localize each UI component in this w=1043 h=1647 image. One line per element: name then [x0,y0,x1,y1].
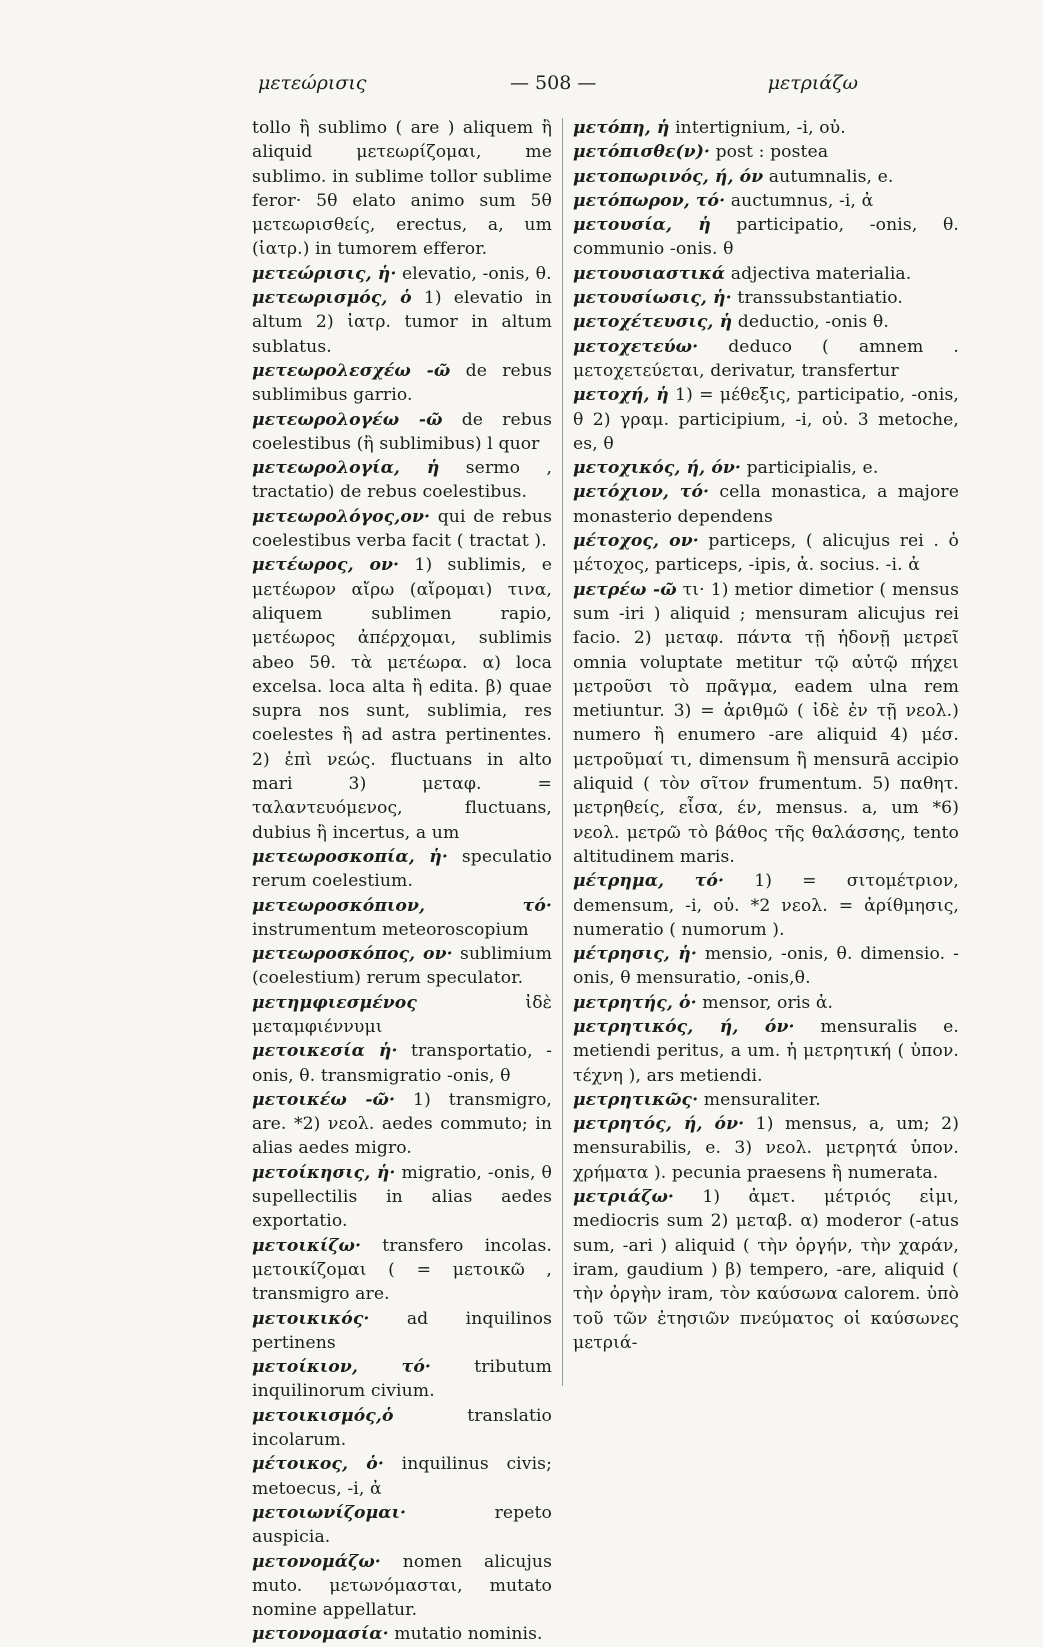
dictionary-entry [573,140,959,164]
entry-headword: μετοχετεύω· [573,336,699,357]
dictionary-entry [252,991,552,1040]
entry-definition: particeps, ( alicujus rei . ὁ μέτοχος, particeps, -ipis, ἀ. socius. -i. ἀ [573,531,959,576]
entry-headword: μετοικίζω· [252,1235,362,1256]
dictionary-entry [573,942,959,991]
entry-definition: intertignium, -i, οὐ. [669,118,846,138]
dictionary-entry [573,262,959,286]
dictionary-entry [573,529,959,578]
entry-definition: translatio incolarum. [252,1405,552,1451]
entry-definition: nomen alicujus muto. μετωνόμασται, mutato nomine appellatur. [252,1551,552,1621]
entry-definition: deduco ( amnem . μετοχετεύεται, derivatur, transfertur [573,336,959,381]
dictionary-entry [252,286,552,359]
entry-headword: μέτρησις, ἡ· [573,944,697,965]
entry-headword: μέτοικος, ὁ· [252,1454,384,1475]
entry-headword: μετοπωρινός, ή, όν [573,166,764,187]
dictionary-entry [252,1161,552,1234]
entry-definition: mensio, -onis, θ. dimensio. -onis, θ mensuratio, -onis,θ. [573,944,959,989]
entry-definition: 1) transmigro, are. *2) νεολ. aedes commuto; in alias aedes migro. [252,1089,552,1159]
entry-headword: μετρέω -ῶ [573,579,677,600]
entry-headword: μετεωρολογία, ἡ [252,458,440,479]
entry-headword: μετουσίωσις, ἡ· [573,288,732,309]
entry-definition: mutatio nominis. [388,1624,543,1645]
entry-headword: μετοχέτευσις, ἡ [573,312,733,333]
entry-definition: de rebus sublimibus garrio. [252,360,552,406]
entry-definition: ad inquilinos pertinens [252,1308,552,1353]
dictionary-entry [573,189,959,213]
entry-definition: migratio, -onis, θ supellectilis in alias aedes exportatio. [252,1162,552,1232]
entry-headword: μετρητός, ή, όν· [573,1114,745,1135]
dictionary-entry [252,845,552,894]
entry-headword: μέτρημα, τό· [573,871,725,892]
page-header [258,72,858,106]
dictionary-entry [252,116,552,262]
dictionary-entry [252,1501,552,1550]
dictionary-entry [573,869,959,942]
dictionary-entry [573,578,959,870]
entry-definition: sermo , tractatio) de rebus coelestibus. [252,458,553,503]
entry-definition: tributum inquilinorum civium. [252,1357,552,1402]
entry-definition: mensor, oris ἀ. [696,992,834,1013]
entry-definition: elevatio, -onis, θ. [396,263,552,284]
entry-headword: μετεωροσκόπος, ον· [252,944,453,965]
dictionary-entry [573,213,959,262]
dictionary-entry [252,1355,552,1404]
entry-definition: 1) ἀμετ. μέτριός εἰμι, mediocris sum 2) μεταβ. α) moderor (-atus sum, -ari ) aliquid ( τὴν ὀργήν, τὴν χαράν, iram, gaudium ) β) tempero, -are, aliquid ( τὴν ὀργὴν iram, τὸν καύσωνα calorem. ὑπὸ τοῦ τῶν ἐτησιῶν πνεύματος οἱ καύσωνες μετριά- [573,1187,959,1353]
dictionary-entry [573,480,959,529]
entry-definition: tollo ἢ sublimo ( are ) aliquem ἢ aliquid μετεωρίζομαι, me sublimo. in sublime tollor sublime feror· 5θ elato animo sum 5θ μετεωρισθείς, erectus, a, um (ἰατρ.) in tumorem efferor. [252,118,552,260]
entry-definition: 1) = μέθεξις, participatio, -onis, θ 2) γραμ. participium, -i, οὐ. 3 metoche, es, θ [573,385,959,454]
entry-definition: instrumentum meteoroscopium [252,919,529,940]
dictionary-entry [252,262,552,286]
entry-headword: μετοίκιον, τό· [252,1357,431,1378]
right-column [573,116,959,1394]
dictionary-entry [573,456,959,480]
entry-definition: auctumnus, -i, ἀ [725,190,874,211]
entry-headword: μετόπισθε(ν)· [573,142,711,163]
left-column [252,116,553,1645]
dictionary-entry [252,1550,552,1623]
entry-definition: autumnalis, e. [763,166,894,187]
dictionary-entry [573,310,959,334]
dictionary-entry [573,383,959,456]
entry-definition: qui de rebus coelestibus verba facit ( tractat ). [252,506,552,552]
entry-definition: transsubstantiatio. [731,288,903,309]
entry-definition: deductio, -onis θ. [732,312,889,333]
entry-headword: μετέωρος, ον· [252,555,400,576]
dictionary-entry [252,1307,552,1356]
entry-headword: μετεωρολογέω -ῶ [252,409,443,430]
entry-headword: μετουσιαστικά [573,263,726,284]
dictionary-entry [573,116,959,140]
dictionary-entry [573,991,959,1015]
dictionary-entry [252,1088,552,1161]
dictionary-entry [252,359,552,408]
entry-headword: μέτοχος, ον· [573,531,699,552]
dictionary-entry [573,286,959,310]
dictionary-entry [252,1039,552,1088]
dictionary-entry [252,1452,552,1501]
dictionary-entry [252,1234,552,1307]
entry-definition: 1) elevatio in altum 2) ἰατρ. tumor in altum sublatus. [252,288,552,357]
entry-definition: transfero incolas. μετοικίζομαι ( = μετοικῶ , transmigro are. [252,1235,552,1305]
entry-definition: participialis, e. [741,458,879,479]
entry-headword: μετεωροσκοπία, ἡ· [252,846,448,867]
entry-headword: μετόχιον, τό· [573,482,710,503]
entry-definition: speculatio rerum coelestium. [252,846,552,892]
entry-headword: μετριάζω· [573,1187,674,1208]
entry-headword: μετονομάζω· [252,1551,381,1572]
entry-headword: μετοικεσία ἡ· [252,1041,398,1062]
dictionary-entry [252,1404,552,1453]
entry-definition: mensuraliter. [698,1089,821,1110]
entry-headword: μετεώρισις, ἡ· [252,263,397,284]
entry-headword: μετουσία, ἡ [573,215,711,236]
entry-definition: mensuralis e. metiendi peritus, a um. ἡ μετρητική ( ὑπον. τέχνη ), ars metiendi. [573,1016,959,1086]
entry-headword: μετοχή, ἡ [573,385,669,406]
dictionary-entry [252,894,552,943]
entry-headword: μετρητής, ὁ· [573,992,697,1013]
entry-headword: μετοικικός· [252,1308,370,1329]
entry-headword: μετρητικῶς· [573,1089,699,1110]
entry-headword: μετοχικός, ή, όν· [573,458,741,479]
entry-headword: μετρητικός, ή, όν· [573,1016,795,1037]
entry-definition: inquilinus civis; metoecus, -i, ἀ [252,1454,552,1499]
entry-headword: μετοικέω -ῶ· [252,1089,396,1110]
entry-headword: μετοικισμός,ὁ [252,1405,394,1426]
dictionary-entry [252,942,552,991]
entry-headword: μετεωρισμός, ὁ [252,288,412,309]
entry-definition: 1) = σιτομέτριον, demensum, -i, οὐ. *2 νεολ. = ἀρίθμησις, numeratio ( numorum ). [573,871,959,940]
entry-definition: sublimium (coelestium) rerum speculator. [252,944,552,989]
entry-headword: μετοίκησις, ἡ· [252,1162,396,1183]
entry-definition: de rebus coelestibus (ἢ sublimibus) l quor [252,409,552,454]
entry-definition: adjectiva materialia. [725,263,912,284]
entry-headword: μετόπωρον, τό· [573,190,726,211]
dictionary-entry [573,1015,959,1088]
entry-definition: participatio, -onis, θ. communio -onis. θ [573,215,959,260]
entry-definition: post : postea [710,142,829,163]
entry-headword: μετεωρολόγος,ον· [252,506,431,527]
entry-headword: μετημφιεσμένος [252,992,417,1013]
entry-definition: ἰδὲ μεταμφιέννυμι [252,992,552,1037]
dictionary-entry [252,1622,552,1646]
entry-definition: 1) sublimis, e μετέωρον αἴρω (αἴρομαι) τινα, aliquem sublimen rapio, μετέωρος ἀπέρχομαι, sublimis abeo 5θ. τὰ μετέωρα. α) loca excelsa. loca alta ἢ edita. β) quae supra nos sunt, sublimia, res coelestes ἢ ad astra pertinentes. 2) ἐπὶ νεώς. fluctuans in alto mari 3) μεταφ. = ταλαντευόμενος, fluctuans, dubius ἢ incertus, a um [252,555,552,843]
dictionary-entry [573,1185,959,1355]
entry-headword: μετονομασία· [252,1624,389,1645]
entry-headword: μετοιωνίζομαι· [252,1502,407,1523]
dictionary-entry [573,335,959,384]
entry-definition: repeto auspicia. [252,1502,552,1548]
page-number: — 508 — [510,72,597,94]
entry-headword: μετόπη, ἡ [573,118,670,138]
entry-definition: τι· 1) metior dimetior ( mensus sum -iri ) aliquid ; mensuram alicujus rei facio. 2) μεταφ. πάντα τῇ ἡδονῇ μετρεῖ omnia voluptate metitur τῷ αὐτῷ πήχει μετροῦσι τὸ πρᾶγμα, eadem ulna rem metiuntur. 3) = ἀριθμῶ ( ἰδὲ ἐν τῇ νεολ.) numero ἢ enumero -are aliquid 4) μέσ. μετροῦμαί τι, dimensum ἢ mensurā accipio aliquid ( τὸν σῖτον frumentum. 5) παθητ. μετρηθείς, εἶσα, έν, mensus. a, um *6) νεολ. μετρῶ τὸ βάθος τῆς θαλάσσης, tento altitudinem maris. [573,579,959,867]
header-left-guideword: μετεώρισις [258,72,367,94]
entry-definition: cella monastica, a majore monasterio dependens [573,482,959,527]
dictionary-entry [252,505,552,554]
entry-definition: 1) mensus, a, um; 2) mensurabilis, e. 3) νεολ. μετρητά ὑπον. χρήματα ). pecunia praesens ἢ numerata. [573,1114,959,1183]
header-right-guideword: μετριάζω [767,72,858,94]
entry-headword: μετεωροσκόπιον, τό· [252,895,552,916]
dictionary-entry [573,165,959,189]
column-divider [562,118,563,1386]
entry-definition: transportatio, -onis, θ. transmigratio -onis, θ [252,1041,552,1086]
dictionary-entry [573,1088,959,1112]
dictionary-entry [252,408,552,457]
dictionary-entry [252,553,552,845]
dictionary-entry [573,1112,959,1185]
entry-headword: μετεωρολεσχέω -ῶ [252,360,451,381]
dictionary-entry [252,456,552,505]
